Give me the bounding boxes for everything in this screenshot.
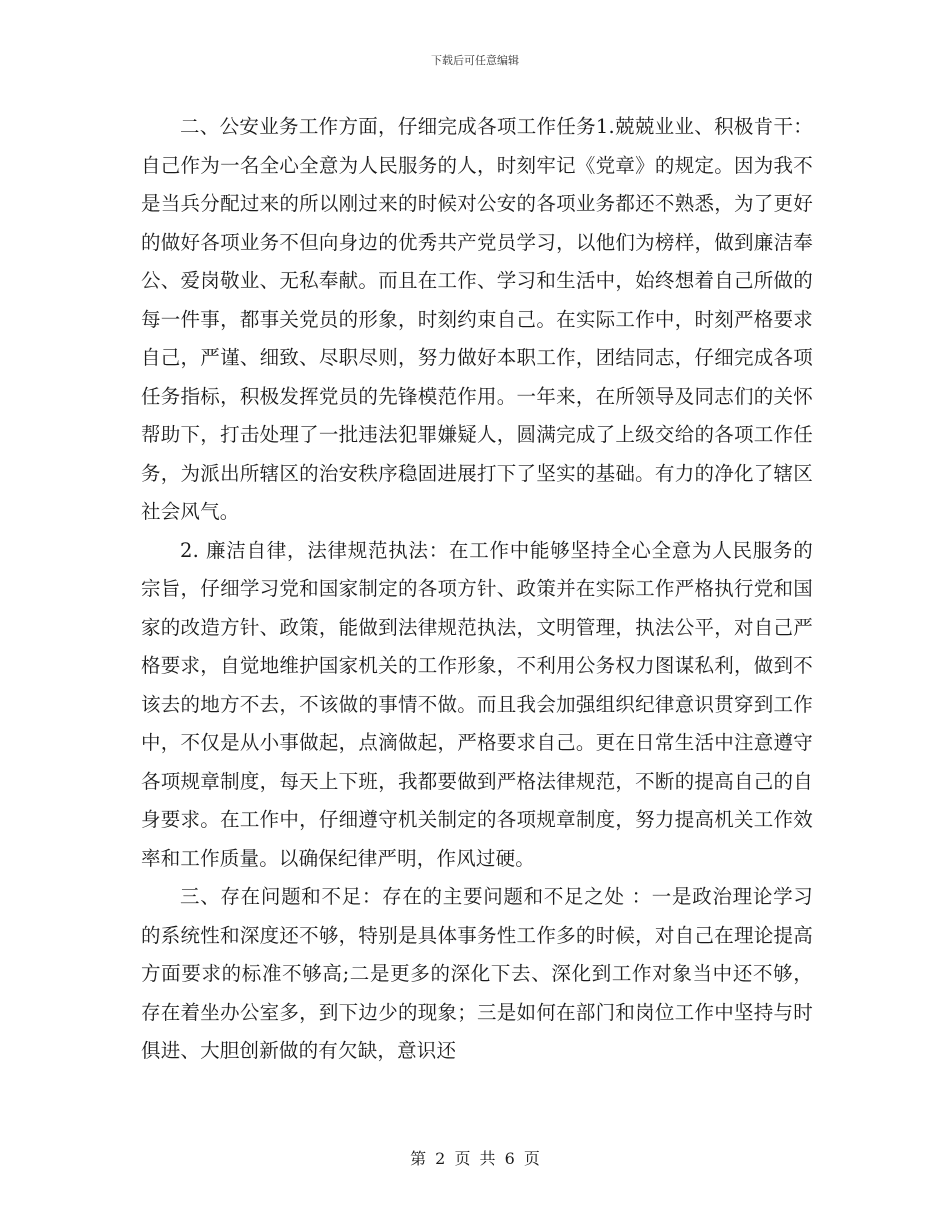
document-body (141, 108, 813, 1071)
paragraph-police-work: 二、公安业务工作方面，仔细完成各项工作任务1.兢兢业业、积极肯干：自己作为一名全心全意为人民服务的人，时刻牢记《党章》的规定。因为我不是当兵分配过来的所以刚过来的时候对公安的各项业务都还不熟悉，为了更好的做好各项业务不但向身边的优秀共产党员学习，以他们为榜样，做到廉洁奉公、爱岗敬业、无私奉献。而且在工作、学习和生活中，始终想着自己所做的每一件事，都事关党员的形象，时刻约束自己。在实际工作中，时刻严格要求自己，严谨、细致、尽职尽则，努力做好本职工作，团结同志，仔细完成各项任务指标，积极发挥党员的先锋模范作用。一年来，在所领导及同志们的关怀帮助下，打击处理了一批违法犯罪嫌疑人，圆满完成了上级交给的各项工作任务，为派出所辖区的治安秩序稳固进展打下了坚实的基础。有力的净化了辖区社会风气。 (141, 115, 813, 523)
paragraph-integrity: 2. 廉洁自律，法律规范执法：在工作中能够坚持全心全意为人民服务的宗旨，仔细学习党和国家制定的各项方针、政策并在实际工作严格执行党和国家的改造方针、政策，能做到法律规范执法，文明管理，执法公平，对自己严格要求，自觉地维护国家机关的工作形象，不利用公务权力图谋私利，做到不该去的地方不去，不该做的事情不做。而且我会加强组织纪律意识贯穿到工作中，不仅是从小事做起，点滴做起，严格要求自己。更在日常生活中注意遵守各项规章制度，每天上下班，我都要做到严格法律规范，不断的提高自己的自身要求。在工作中，仔细遵守机关制定的各项规章制度，努力提高机关工作效率和工作质量。以确保纪律严明，作风过硬。 (141, 538, 813, 870)
page-header: 下载后可任意编辑 (431, 54, 519, 67)
paragraph-problems: 三、存在问题和不足：存在的主要问题和不足之处 ：一是政治理论学习的系统性和深度还不够，特别是具体事务性工作多的时候，对自己在理论提高方面要求的标准不够高;二是更多的深化下去、深化到工作对象当中还不够，存在着坐办公室多，到下边少的现象；三是如何在部门和岗位工作中坚持与时俱进、大胆创新做的有欠缺，意识还 (141, 885, 813, 1062)
page-footer: 第 2 页 共 6 页 (410, 1149, 540, 1168)
